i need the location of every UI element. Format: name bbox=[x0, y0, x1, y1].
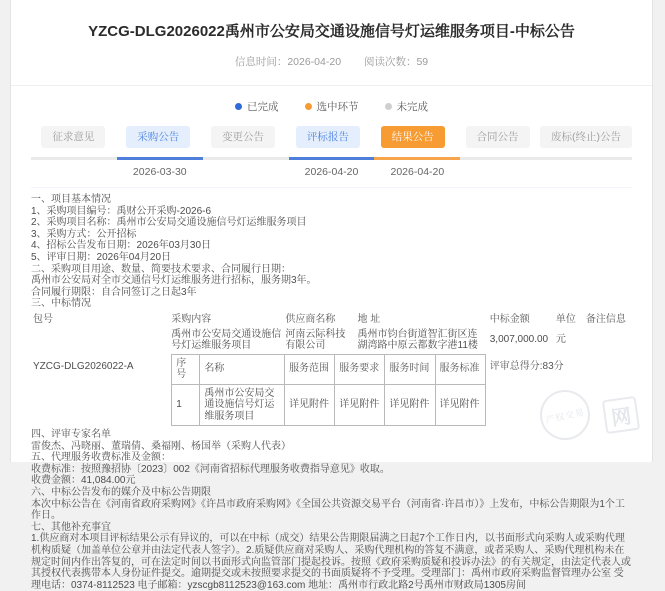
bid-publish-date-line: 4、招标公告发布日期：2026年03月30日 bbox=[31, 240, 212, 252]
announcement-page bbox=[10, 0, 653, 591]
page-title: YZCG-DLG2026022禹州市公安局交通设施信号灯运维服务项目-中标公告 bbox=[88, 23, 575, 40]
svc-col-time: 服务时间 bbox=[385, 354, 435, 384]
stage-dates bbox=[31, 166, 632, 188]
legend-done-label: 已完成 bbox=[247, 101, 279, 113]
service-table-header-row bbox=[172, 354, 486, 384]
award-table-row bbox=[31, 328, 632, 353]
stage-date bbox=[31, 166, 117, 178]
svc-index-cell: 1 bbox=[172, 384, 200, 426]
tab-procurement-announcement[interactable]: 采购公告 bbox=[126, 126, 190, 148]
svc-requirement-cell: 详见附件 bbox=[335, 384, 385, 426]
package-cell-empty bbox=[31, 328, 169, 353]
svc-col-scope: 服务范围 bbox=[285, 354, 335, 384]
col-header-amount: 中标金额 bbox=[489, 313, 530, 325]
view-count bbox=[364, 56, 428, 68]
col-header-supplier: 供应商名称 bbox=[285, 313, 336, 325]
watermark-net-icon: 网 bbox=[602, 396, 640, 434]
stage-date-result: 2026-04-20 bbox=[390, 166, 445, 178]
current-dot-icon bbox=[305, 103, 312, 110]
timeline-segment-procurement bbox=[117, 157, 203, 160]
project-name-line: 2、采购项目名称：禹州市公安局交通设施信号灯运维服务项目 bbox=[31, 217, 307, 229]
review-date-line: 5、评审日期：2026年04月20日 bbox=[31, 251, 172, 263]
service-detail-table bbox=[171, 354, 486, 427]
procurement-method-line: 3、采购方式：公开招标 bbox=[31, 228, 137, 240]
header-divider bbox=[11, 85, 652, 86]
legend-current-label: 选中环节 bbox=[316, 101, 359, 113]
tab-result-announcement[interactable]: 结果公告 bbox=[381, 126, 445, 148]
timeline-segment-result bbox=[374, 157, 460, 160]
section-6-heading: 六、中标公告发布的媒介及中标公告期限 bbox=[31, 487, 211, 498]
svc-col-requirement: 服务要求 bbox=[335, 354, 385, 384]
doc-meta bbox=[31, 54, 632, 69]
contract-term-line: 合同履行期限：自合同签订之日起3年 bbox=[31, 286, 197, 298]
svc-col-name: 名称 bbox=[200, 354, 285, 384]
media-publish-line: 本次中标公告在《河南省政府采购网》《许昌市政府采购网》《全国公共资源交易平台（河南省·许昌市）》上发布，中标公告期限为1个工作日。 bbox=[31, 498, 625, 522]
timeline-segment-evaluation bbox=[289, 157, 375, 160]
package-number-cell: YZCG-DLG2026022-A bbox=[33, 360, 134, 372]
stage-tabs bbox=[31, 126, 632, 148]
expert-names-line: 雷俊杰、冯晓丽、董瑞倩、桑福刚、杨国举（采购人代表） bbox=[31, 440, 291, 452]
col-header-package: 包号 bbox=[33, 313, 53, 325]
view-count-label: 阅读次数： bbox=[363, 56, 417, 68]
announcement-body bbox=[31, 194, 632, 591]
section-2-heading: 二、采购项目用途、数量、简要技术要求、合同履行日期： bbox=[31, 263, 291, 275]
unit-cell: 元 bbox=[555, 334, 566, 346]
stage-date bbox=[546, 166, 632, 178]
fee-standard-line: 收费标准：按照豫招协〔2023〕002《河南省招标代理服务收费指导意见》收取。 bbox=[31, 463, 390, 475]
stage-timeline bbox=[31, 157, 632, 160]
col-header-content: 采购内容 bbox=[171, 313, 212, 325]
section-5-heading: 五、代理服务收费标准及金额： bbox=[31, 452, 171, 464]
legend-done bbox=[235, 99, 279, 114]
address-cell: 禹州市钧台街道智汇街区连湖湾路中原云都数字港11楼 bbox=[357, 328, 478, 352]
supplier-cell: 河南云际科技有限公司 bbox=[285, 328, 346, 352]
amount-cell: 3,007,000.00 bbox=[489, 334, 549, 346]
legend-pending-label: 未完成 bbox=[396, 101, 428, 113]
stage-date bbox=[460, 166, 546, 178]
section-4-heading: 四、评审专家名单 bbox=[31, 429, 111, 441]
tab-solicitation[interactable]: 征求意见 bbox=[41, 126, 105, 148]
legend-current bbox=[305, 99, 359, 114]
section-3-heading: 三、中标情况 bbox=[31, 298, 91, 310]
award-table-header-row bbox=[31, 312, 632, 328]
info-time bbox=[235, 56, 341, 68]
svc-standard-cell: 详见附件 bbox=[435, 384, 485, 426]
svc-col-standard: 服务标准 bbox=[435, 354, 485, 384]
award-result-table bbox=[31, 312, 632, 427]
total-score-note: 评审总得分:83分 bbox=[489, 360, 564, 372]
tab-evaluation-report[interactable]: 评标报告 bbox=[296, 126, 360, 148]
svc-time-cell: 详见附件 bbox=[385, 384, 435, 426]
col-header-address: 地 址 bbox=[357, 313, 381, 325]
info-time-label: 信息时间： bbox=[234, 56, 288, 68]
service-detail-cell bbox=[169, 353, 488, 428]
stage-date-evaluation: 2026-04-20 bbox=[304, 166, 359, 178]
project-purpose-line: 禹州市公安局对全市交通信号灯运维服务进行招标，服务期3年。 bbox=[31, 275, 317, 287]
content-cell: 禹州市公安局交通设施信号灯运维服务项目 bbox=[171, 328, 282, 352]
svc-name-cell: 禹州市公安局交通设施信号灯运维服务项目 bbox=[200, 384, 285, 426]
tab-cancellation-announcement[interactable]: 废标(终止)公告 bbox=[540, 126, 632, 148]
svc-scope-cell: 详见附件 bbox=[285, 384, 335, 426]
view-count-value: 59 bbox=[416, 56, 429, 68]
tab-contract-announcement[interactable]: 合同公告 bbox=[466, 126, 530, 148]
col-header-unit: 单位 bbox=[555, 313, 576, 325]
pending-dot-icon bbox=[385, 103, 392, 110]
stage-date-procurement: 2026-03-30 bbox=[132, 166, 187, 178]
info-time-value: 2026-04-20 bbox=[287, 56, 342, 68]
project-number-line: 1、采购项目编号：禹财公开采购-2026-6 bbox=[31, 205, 212, 217]
section-1-heading: 一、项目基本情况 bbox=[31, 194, 111, 205]
tab-change-announcement[interactable]: 变更公告 bbox=[211, 126, 275, 148]
supplement-paragraph: 1.供应商对本项目评标结果公示有异议的，可以在中标（成交）结果公告期限届满之日起7个工作日内，以书面形式向采购人或采购代理机构质疑（加盖单位公章并由法定代表人签字）。2.质疑供应商对采购人、采购代理机构的答复不满意，或者采购人、采购代理机构未在规定时间内作出答复的，可在法定时间以书面形式向监管部门提起投诉。按照《政府采购质疑和投诉办法》的有关规定，由法定代表人或其授权代表携带本人身份证件提交。逾期提交或未按照要求提交的书面质疑将不予受理。受理部门：禹州市政府采购监督管理办公室 受理电话：0374-8112523 电子邮箱：yzscgb8112523@163.com 地址：禹州市行政北路2号禹州市财政局1305房间 bbox=[31, 533, 631, 591]
watermark-seal-icon: 产权交易 bbox=[535, 385, 594, 444]
status-legend bbox=[31, 99, 632, 114]
service-table-row bbox=[172, 384, 486, 426]
stage-date bbox=[203, 166, 289, 178]
remark-cell bbox=[584, 328, 632, 353]
fee-amount-line: 收费金额：41,084.00元 bbox=[31, 475, 136, 487]
done-dot-icon bbox=[235, 103, 242, 110]
col-header-remark: 备注信息 bbox=[585, 313, 626, 325]
award-table-detail-row bbox=[31, 353, 632, 428]
legend-pending bbox=[385, 99, 429, 114]
section-7-heading: 七、其他补充事宜 bbox=[31, 521, 111, 533]
svc-col-index: 序号 bbox=[172, 354, 200, 384]
